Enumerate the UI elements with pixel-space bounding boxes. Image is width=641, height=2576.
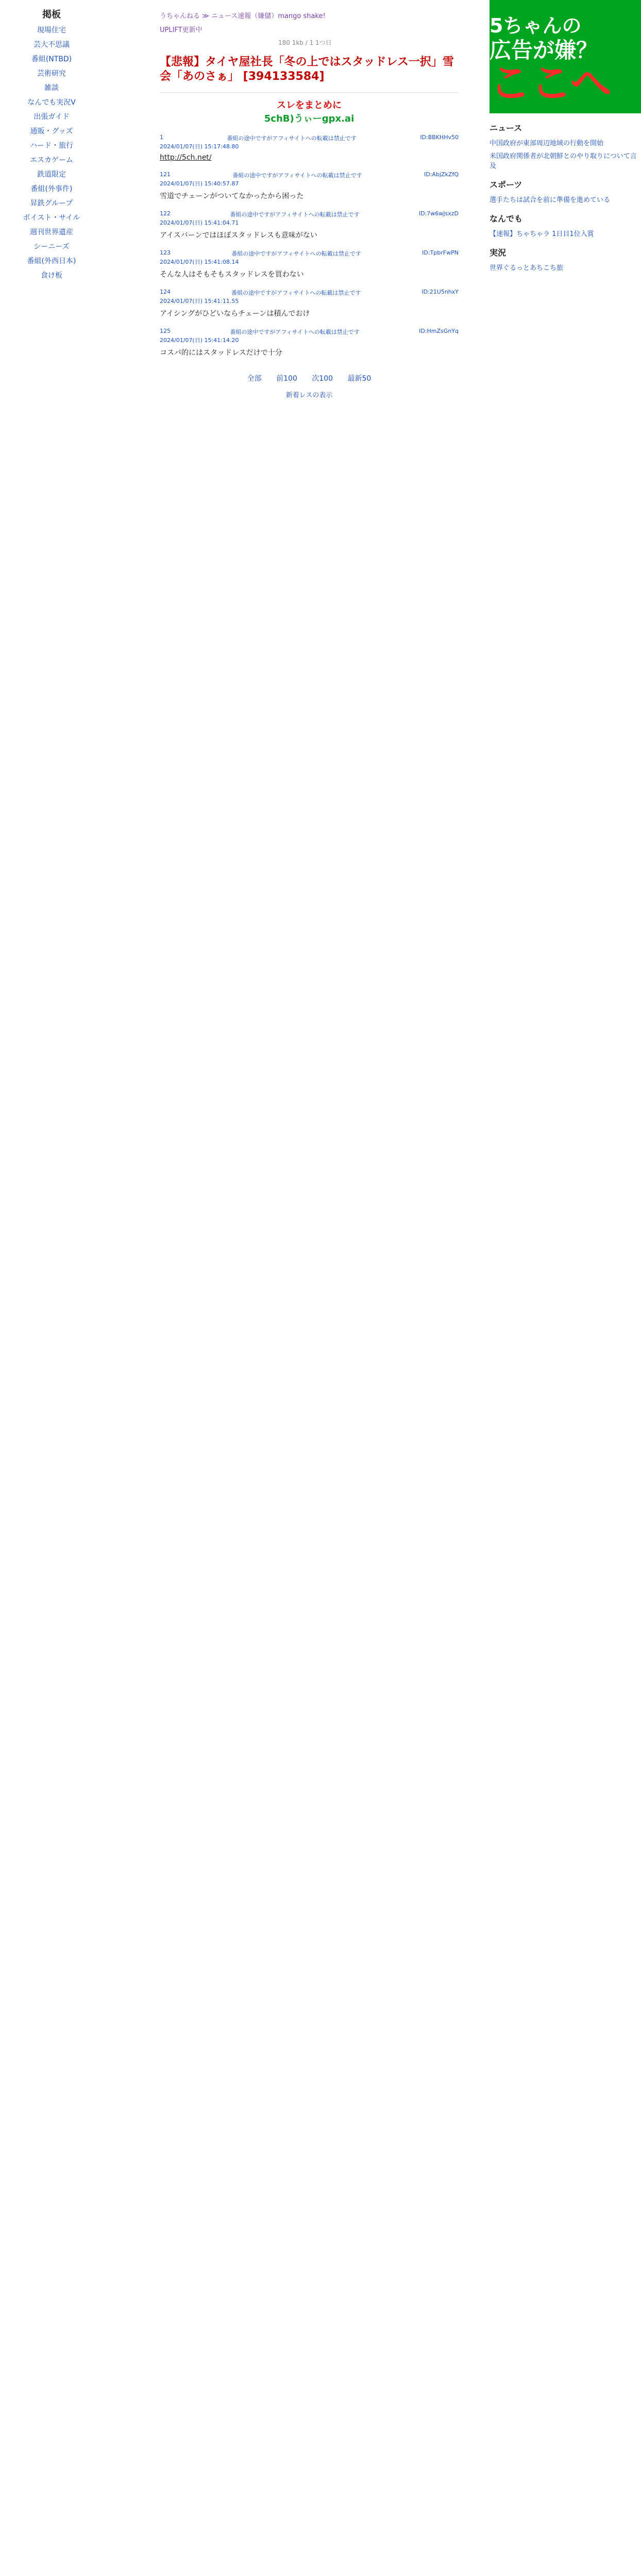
post-2-body: 雪道でチェーンがついてなかったから困った xyxy=(160,192,304,200)
post-4-id: ID:TpbrFwPN xyxy=(422,249,459,256)
post-2-name[interactable]: 番組の途中ですがアフィサイトへの転載は禁止です xyxy=(232,172,362,179)
sidebar-item-12[interactable]: 番組(外事件) xyxy=(30,185,73,193)
post-1-date: 2024/01/07(日) 15:17:48.80 xyxy=(160,143,239,150)
section-anything-item-1[interactable]: 【速報】ちゃちゃラ 1日目1位入賞 xyxy=(490,230,594,238)
post-5-date: 2024/01/07(日) 15:41:11.55 xyxy=(160,298,239,304)
post-6-body: コスパ的にはスタッドレスだけで十分 xyxy=(160,349,282,357)
nav-all[interactable]: 全部 xyxy=(247,375,262,383)
post-2 xyxy=(160,171,459,201)
ad-block[interactable] xyxy=(160,92,459,125)
sidebar-item-15[interactable]: 週刊世界遺産 xyxy=(30,228,73,236)
breadcrumb[interactable] xyxy=(160,10,459,20)
section-news-title: ニュース xyxy=(490,123,522,133)
post-5-number: 124 xyxy=(160,289,171,295)
post-3-id: ID:7w6wJsxzD xyxy=(418,210,459,217)
banner-line-2: 広告が嫌？ xyxy=(490,37,598,63)
sidebar-item-14[interactable]: ボイスト・サイル xyxy=(23,214,80,222)
sidebar-item-6[interactable]: なんでも実況V xyxy=(27,98,76,107)
thread-stats: 180 1kb / 1 1つ日 xyxy=(278,39,332,46)
sidebar-item-2[interactable]: 芸大不思議 xyxy=(33,41,70,49)
post-6-id: ID:HmZsGnYq xyxy=(419,328,459,334)
sidebar-item-13[interactable]: 昇鉄グループ xyxy=(30,199,73,208)
sidebar-list xyxy=(0,25,103,280)
nav-latest-50[interactable]: 最新50 xyxy=(347,375,372,383)
nav-next-100[interactable]: 次100 xyxy=(312,375,333,383)
section-news xyxy=(490,122,641,170)
post-3-number: 122 xyxy=(160,210,171,217)
section-sports-title: スポーツ xyxy=(490,180,522,190)
sidebar-item-18[interactable]: 食け板 xyxy=(41,272,62,280)
post-4-date: 2024/01/07(日) 15:41:08.14 xyxy=(160,259,239,265)
banner-line-1: 5ちゃんの xyxy=(490,14,582,37)
post-2-number: 121 xyxy=(160,171,171,178)
sidebar-item-10[interactable]: エスカゲーム xyxy=(30,156,73,164)
post-1-number: 1 xyxy=(160,134,163,141)
sidebar-item-3[interactable]: 番組(NTBD) xyxy=(31,55,72,63)
post-2-date: 2024/01/07(日) 15:40:57.87 xyxy=(160,180,239,187)
post-4-body: そんな人はそもそもスタッドレスを買わない xyxy=(160,270,304,279)
post-6-number: 125 xyxy=(160,328,171,334)
section-anything-title: なんでも xyxy=(490,214,523,224)
new-replies-link[interactable]: 新着レスの表示 xyxy=(285,392,333,399)
ad-line-2: 5chB)うぃーgpx.ai xyxy=(264,113,355,124)
post-6 xyxy=(160,328,459,358)
post-5-name[interactable]: 番組の途中ですがアフィサイトへの転載は禁止です xyxy=(231,290,361,296)
post-5 xyxy=(160,289,459,318)
sidebar-item-7[interactable]: 出張ガイド xyxy=(33,113,70,121)
section-sports-item-1[interactable]: 選手たちは試合を前に準備を進めている xyxy=(490,196,611,204)
ad-banner[interactable] xyxy=(490,0,641,113)
section-anything xyxy=(490,212,641,238)
section-news-item-1[interactable]: 中国政府が東部周辺地域の行動を開始 xyxy=(490,140,604,147)
post-4-name[interactable]: 番組の途中ですがアフィサイトへの転載は禁止です xyxy=(231,250,361,257)
left-sidebar xyxy=(0,0,103,2576)
post-5-id: ID:21U5nhxY xyxy=(421,289,459,295)
sidebar-header: 掲板 xyxy=(42,9,61,20)
main-content xyxy=(160,0,459,2576)
section-news-item-2[interactable]: 米国政府関係者が北朝鮮とのやり取りについて言及 xyxy=(490,152,637,170)
section-live xyxy=(490,246,641,272)
sidebar-item-5[interactable]: 雑談 xyxy=(44,84,59,92)
section-live-title: 実況 xyxy=(490,248,507,258)
sidebar-item-8[interactable]: 通販・グッズ xyxy=(30,127,73,135)
sidebar-item-11[interactable]: 鉄道限定 xyxy=(37,171,66,179)
breadcrumb-link[interactable]: うちゃんねる ≫ ニュース速報（嫌儲）mango shake! xyxy=(160,12,326,20)
section-live-item-1[interactable]: 世界ぐるっとあちこち旅 xyxy=(490,264,564,272)
post-3-date: 2024/01/07(日) 15:41:04.71 xyxy=(160,219,239,226)
post-3-body: アイスバーンではほぼスタッドレスも意味がない xyxy=(160,231,317,240)
bottom-navigation xyxy=(160,373,459,383)
post-1-id: ID:BBKHHv50 xyxy=(420,134,459,141)
sidebar-item-9[interactable]: ハード・旅行 xyxy=(30,142,73,150)
post-4 xyxy=(160,249,459,279)
post-1-body[interactable]: http://5ch.net/ xyxy=(160,154,212,162)
sidebar-item-1[interactable]: 現場住宅 xyxy=(37,26,66,35)
post-2-id: ID:AbjZkZfQ xyxy=(424,171,459,178)
update-status: UPLIFT更新中 xyxy=(160,26,203,34)
post-3 xyxy=(160,210,459,240)
section-sports xyxy=(490,178,641,204)
post-6-date: 2024/01/07(日) 15:41:14.20 xyxy=(160,337,239,344)
sidebar-item-17[interactable]: 番組(外西日本) xyxy=(27,257,76,265)
ad-line-1: スレをまとめに xyxy=(277,100,342,111)
nav-prev-100[interactable]: 前100 xyxy=(276,375,297,383)
sidebar-item-16[interactable]: シーニーズ xyxy=(33,243,70,251)
post-6-name[interactable]: 番組の途中ですがアフィサイトへの転載は禁止です xyxy=(230,329,360,335)
post-3-name[interactable]: 番組の途中ですがアフィサイトへの転載は禁止です xyxy=(230,211,360,218)
post-4-number: 123 xyxy=(160,249,171,256)
sidebar-item-4[interactable]: 芸術研究 xyxy=(37,70,66,78)
right-sidebar xyxy=(490,0,641,2576)
post-5-body: アイシングがひどいならチェーンは積んでおけ xyxy=(160,310,310,318)
thread-title: 【悲報】タイヤ屋社長「冬の上ではスタッドレス一択」雪会「あのさぁ」 [394133584] xyxy=(160,56,454,83)
post-1-name[interactable]: 番組の途中ですがアフィサイトへの転載は禁止です xyxy=(227,135,357,142)
post-1 xyxy=(160,134,459,162)
banner-line-3: ここへ xyxy=(490,59,612,107)
